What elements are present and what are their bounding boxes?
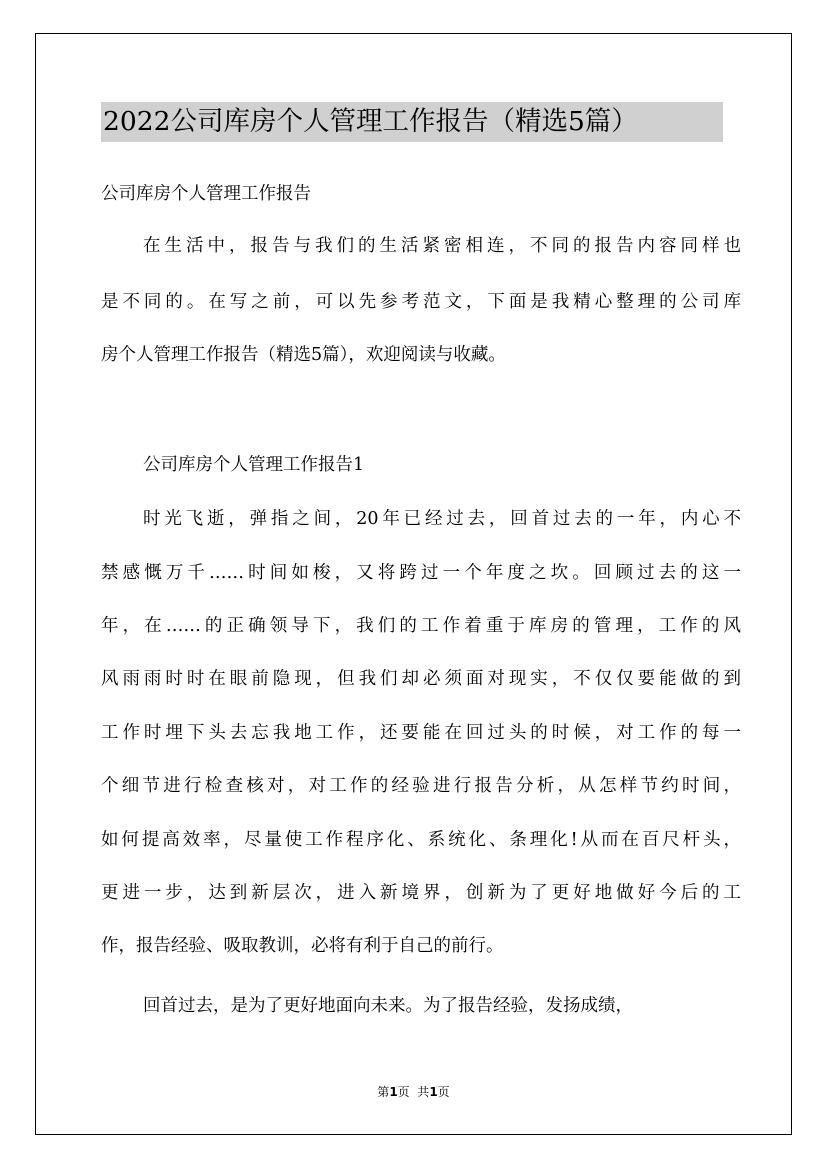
section-line: 个细节进行检查核对，对工作的经验进行报告分析，从怎样节约时间， <box>101 776 741 796</box>
document-subtitle: 公司库房个人管理工作报告 <box>101 184 311 204</box>
document-title: 2022公司库房个人管理工作报告（精选5篇） <box>101 102 723 142</box>
section-line: 更进一步，达到新层次，进入新境界，创新为了更好地做好今后的工 <box>101 883 741 903</box>
intro-line: 是不同的。在写之前，可以先参考范文，下面是我精心整理的公司库 <box>101 292 741 312</box>
intro-line: 房个人管理工作报告（精选5篇），欢迎阅读与收藏。 <box>101 345 506 365</box>
footer-prefix: 第 <box>377 1085 390 1099</box>
section-line: 年，在……的正确领导下，我们的工作着重于库房的管理，工作的风 <box>101 616 741 636</box>
paragraph-line: 回首过去，是为了更好地面向未来。为了报告经验，发扬成绩， <box>143 996 633 1016</box>
section-line: 时光飞逝，弹指之间，20年已经过去，回首过去的一年，内心不 <box>143 509 741 529</box>
footer-page-number: 1 <box>389 1085 398 1099</box>
section-heading: 公司库房个人管理工作报告1 <box>143 455 365 475</box>
footer-mid: 页 共 <box>397 1085 430 1099</box>
footer-total-pages: 1 <box>429 1085 438 1099</box>
page-footer <box>0 1083 827 1101</box>
section-line: 如何提高效率，尽量使工作程序化、系统化、条理化!从而在百尺杆头， <box>101 830 741 850</box>
intro-line: 在生活中，报告与我们的生活紧密相连，不同的报告内容同样也 <box>143 236 741 256</box>
footer-suffix: 页 <box>437 1085 450 1099</box>
section-line: 作，报告经验、吸取教训，必将有利于自己的前行。 <box>101 936 504 956</box>
section-line: 禁感慨万千……时间如梭，又将跨过一个年度之坎。回顾过去的这一 <box>101 563 741 583</box>
section-line: 工作时埋下头去忘我地工作，还要能在回过头的时候，对工作的每一 <box>101 723 741 743</box>
section-line: 风雨雨时时在眼前隐现，但我们却必须面对现实，不仅仅要能做的到 <box>101 669 741 689</box>
